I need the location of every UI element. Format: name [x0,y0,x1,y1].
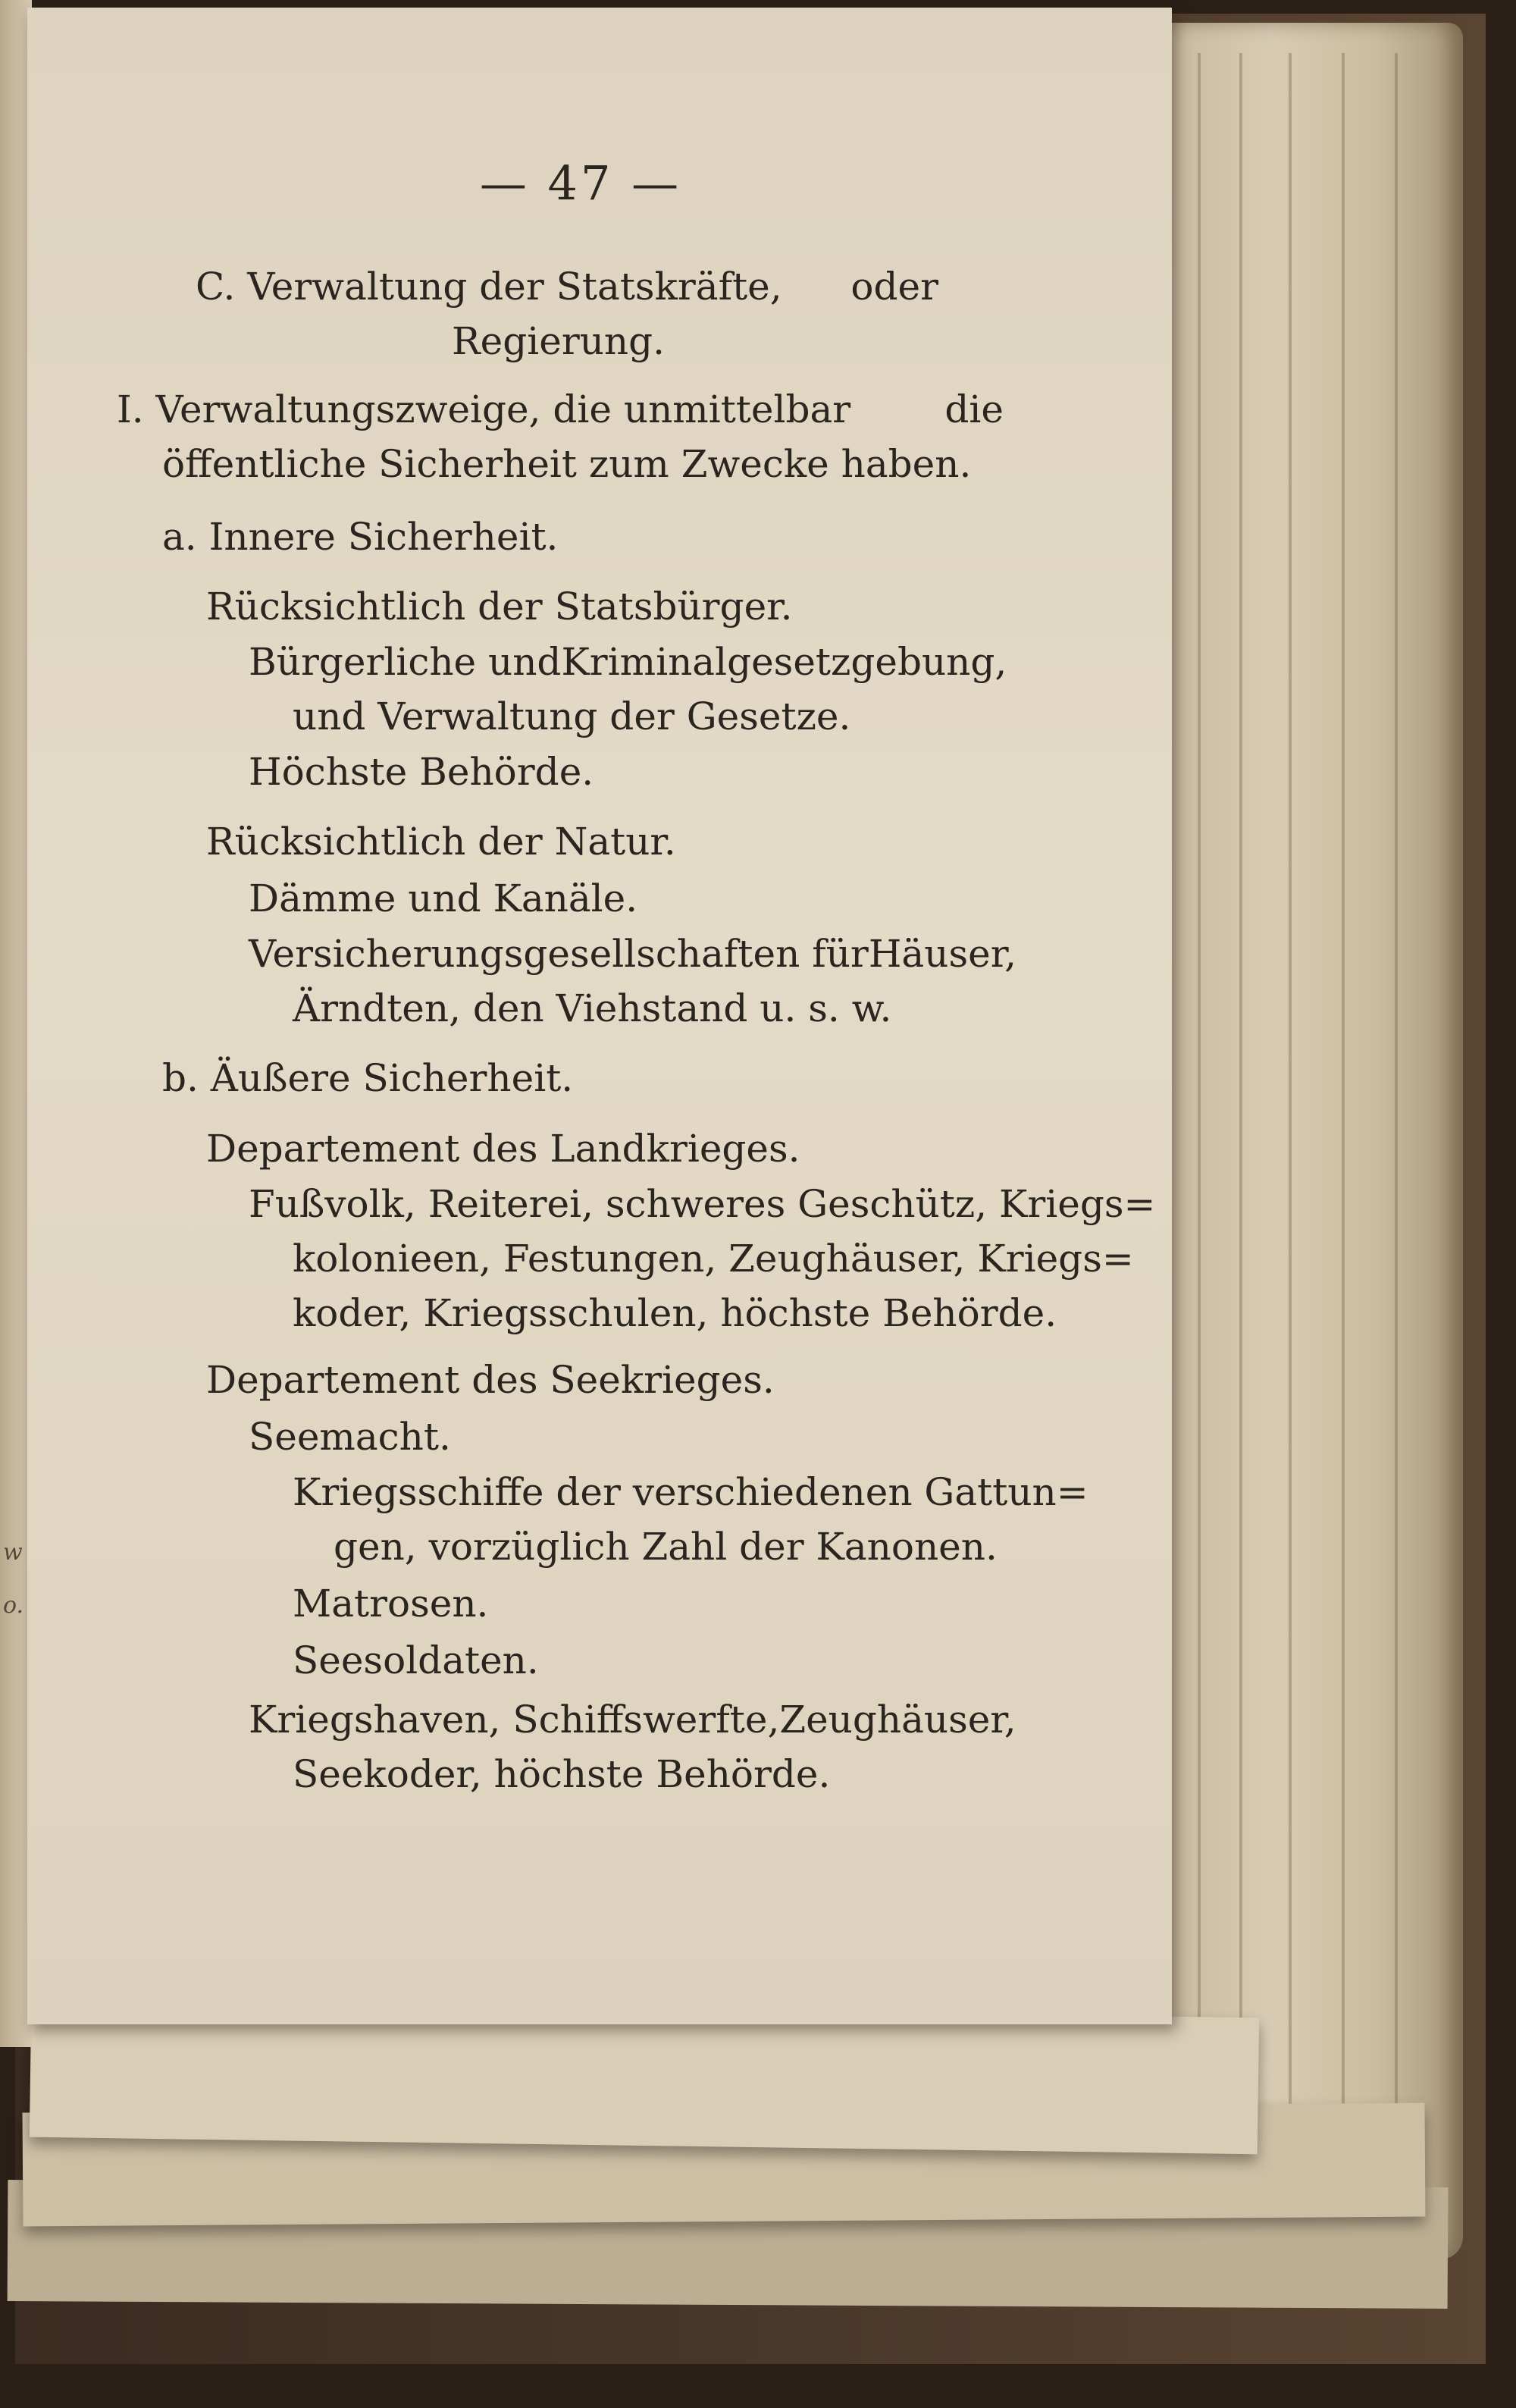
text-line: öffentliche Sicherheit zum Zwecke haben. [162,442,972,486]
text-line: Departement des Seekrieges. [206,1358,775,1402]
text-line: kolonieen, Festungen, Zeughäuser, Kriegs= [293,1237,1134,1281]
text-line: Seesoldaten. [293,1638,539,1682]
text-line: Rücksichtlich der Natur. [206,820,676,864]
text-segment: Kriminalgesetzgebung, [561,640,1007,684]
page-edge-line [1395,53,1398,2214]
text-segment: I. Verwaltungszweige, die unmittelbar [117,387,851,431]
text-line: Seemacht. [249,1415,451,1459]
text-line: Departement des Landkrieges. [206,1127,800,1171]
section-heading-continued: Regierung. [452,319,666,363]
text-segment: oder [850,265,938,309]
text-line: Höchste Behörde. [249,750,594,794]
page-edge-line [1342,53,1345,2214]
subsection-heading: a. Innere Sicherheit. [162,515,559,559]
text-line: Fußvolk, Reiterei, schweres Geschütz, Kriegs= [249,1182,1156,1226]
text-line: Rücksichtlich der Statsbürger. [206,585,793,629]
text-segment: Zeughäuser, [779,1698,1016,1742]
book-page [27,8,1172,2024]
page-edge-line [1239,53,1242,2214]
text-line [249,639,1007,685]
text-segment: Versicherungsgesellschaften für [249,932,869,976]
page-edge-line [1198,53,1201,2214]
text-segment: Bürgerliche und [249,640,562,684]
text-line: Dämme und Kanäle. [249,876,638,920]
section-heading [196,264,938,309]
text-line [249,1697,1016,1742]
text-line: und Verwaltung der Gesetze. [293,694,851,738]
margin-mark: o. [3,1592,24,1619]
text-segment: C. Verwaltung der Statskräfte, [196,265,782,309]
subsection-heading: b. Äußere Sicherheit. [162,1056,574,1100]
text-segment: Kriegshaven, Schiffswerfte, [249,1698,780,1742]
text-line [117,387,1004,432]
page-number: — 47 — [479,155,682,211]
text-line: gen, vorzüglich Zahl der Kanonen. [334,1525,998,1569]
page-edge-line [1289,53,1292,2214]
margin-mark: w [3,1539,23,1566]
text-segment: die [944,387,1004,431]
text-line: Matrosen. [293,1582,489,1626]
page-edges-stack [1167,23,1463,2259]
text-line: koder, Kriegsschulen, höchste Behörde. [293,1291,1057,1335]
text-segment: Häuser, [868,932,1016,976]
text-line: Ärndten, den Viehstand u. s. w. [293,986,892,1030]
text-line: Kriegsschiffe der verschiedenen Gattun= [293,1470,1088,1514]
text-line: Seekoder, höchste Behörde. [293,1752,831,1796]
text-line [249,931,1016,977]
